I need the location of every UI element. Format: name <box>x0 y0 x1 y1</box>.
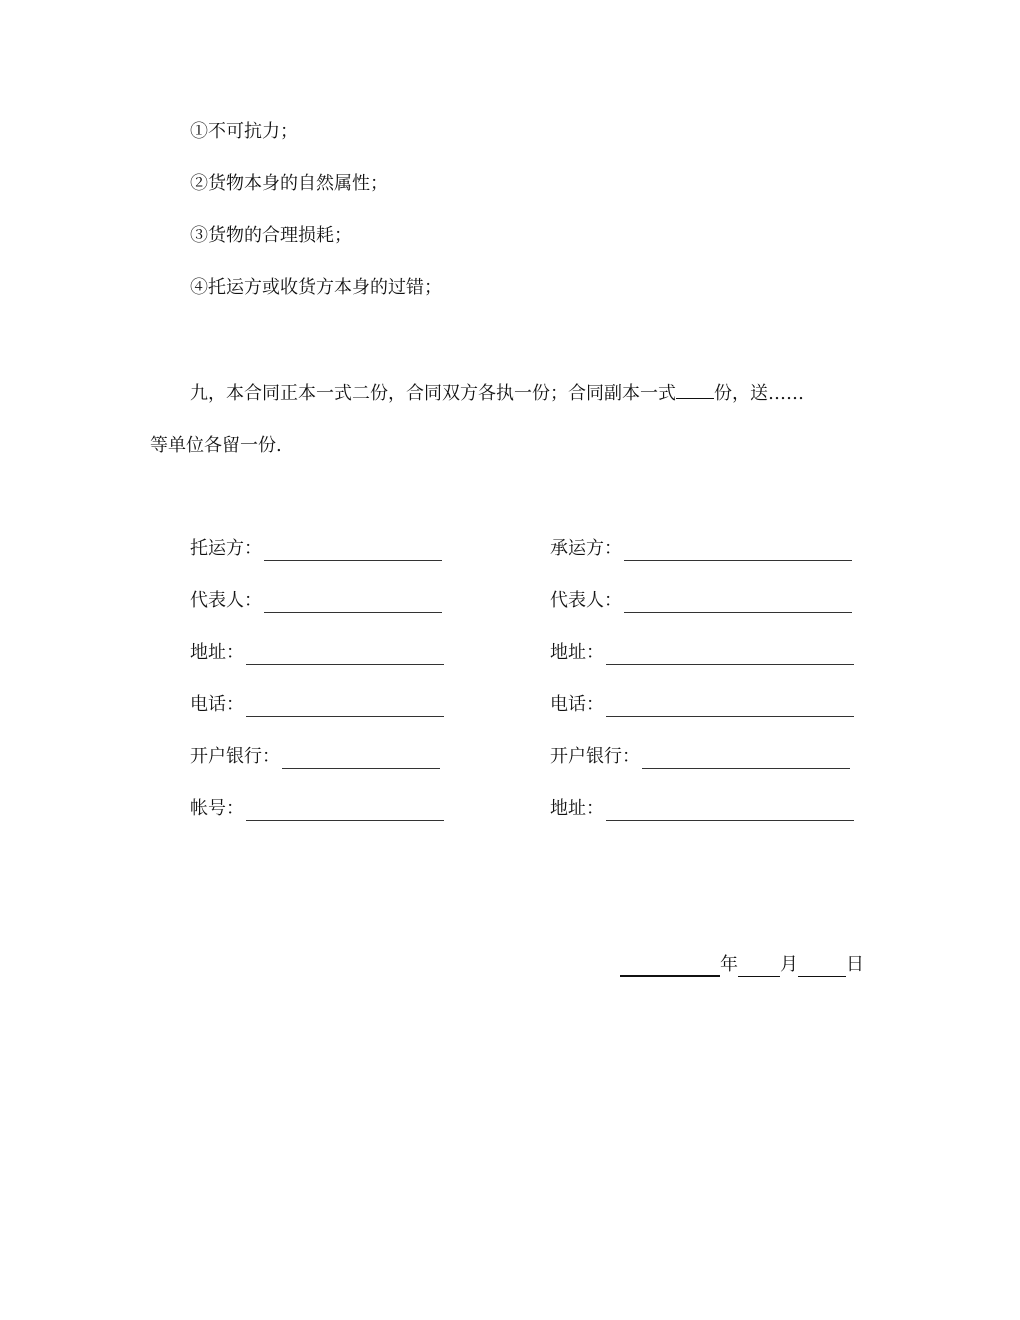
right-phone-row <box>550 693 854 717</box>
item-reasonable-loss: ③货物的合理损耗； <box>190 225 352 246</box>
carrier-blank <box>624 542 852 561</box>
left-representative-blank <box>264 594 442 613</box>
clause-nine-line1 <box>190 380 804 406</box>
left-account-row <box>190 797 444 821</box>
clause-nine-text-a: 九，本合同正本一式二份，合同双方各执一份；合同副本一式 <box>190 383 676 404</box>
left-bank-row <box>190 745 440 769</box>
right-address-blank <box>606 646 854 665</box>
right-bank-blank <box>642 750 850 769</box>
right-address2-blank <box>606 802 854 821</box>
left-shipper-row <box>190 537 442 561</box>
shipper-blank <box>264 542 442 561</box>
left-phone-blank <box>246 698 444 717</box>
day-label: 日 <box>846 954 864 975</box>
right-representative-row <box>550 589 852 613</box>
right-address-row <box>550 641 854 665</box>
right-representative-label: 代表人： <box>550 590 622 611</box>
item-party-fault: ④托运方或收货方本身的过错； <box>190 277 442 298</box>
year-blank <box>620 957 720 977</box>
right-bank-row <box>550 745 850 769</box>
right-address-label: 地址： <box>550 642 604 663</box>
left-address-label: 地址： <box>190 642 244 663</box>
right-phone-blank <box>606 698 854 717</box>
left-representative-label: 代表人： <box>190 590 262 611</box>
right-phone-label: 电话： <box>550 694 604 715</box>
clause-nine-line2: 等单位各留一份. <box>150 435 282 456</box>
month-blank <box>738 958 780 977</box>
right-address2-row <box>550 797 854 821</box>
carrier-label: 承运方： <box>550 538 622 559</box>
year-label: 年 <box>720 954 738 975</box>
right-bank-label: 开户银行： <box>550 746 640 767</box>
clause-nine-text-b: 份，送…… <box>714 383 804 404</box>
left-representative-row <box>190 589 442 613</box>
left-address-row <box>190 641 444 665</box>
copies-blank <box>676 380 714 399</box>
shipper-label: 托运方： <box>190 538 262 559</box>
item-force-majeure: ①不可抗力； <box>190 121 298 142</box>
left-bank-label: 开户银行： <box>190 746 280 767</box>
signing-date <box>620 953 864 977</box>
left-phone-row <box>190 693 444 717</box>
right-address2-label: 地址： <box>550 798 604 819</box>
left-address-blank <box>246 646 444 665</box>
month-label: 月 <box>780 954 798 975</box>
day-blank <box>798 958 846 977</box>
right-carrier-row <box>550 537 852 561</box>
left-account-blank <box>246 802 444 821</box>
right-representative-blank <box>624 594 852 613</box>
left-phone-label: 电话： <box>190 694 244 715</box>
left-account-label: 帐号： <box>190 798 244 819</box>
left-bank-blank <box>282 750 440 769</box>
item-natural-property: ②货物本身的自然属性； <box>190 173 388 194</box>
